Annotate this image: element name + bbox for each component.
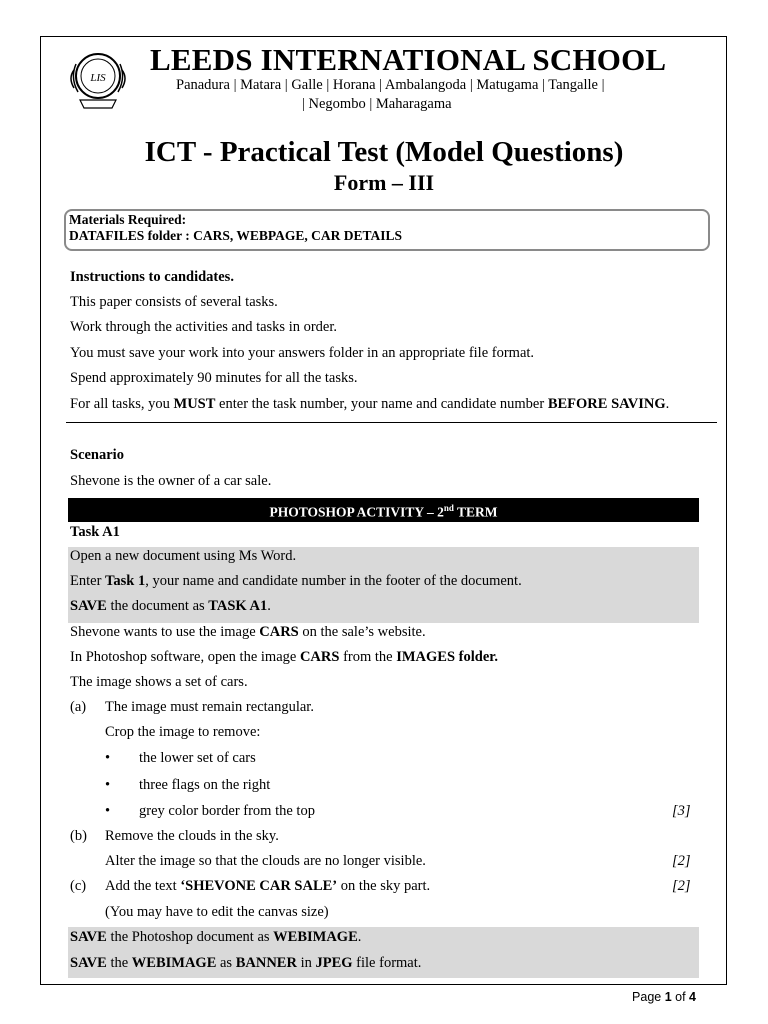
part-b-alter: Alter the image so that the clouds are no longer visible. [105,853,426,869]
part-b-mark: [2] [672,853,691,869]
school-name: LEEDS INTERNATIONAL SCHOOL [150,42,667,77]
part-b-label: (b) [70,828,87,844]
page-subtitle: Form – III [333,170,435,195]
instruction-line: Work through the activities and tasks in order. [70,319,338,335]
task-heading: Task A1 [70,524,120,540]
part-c-mark: [2] [672,878,691,894]
part-a-text: The image must remain rectangular. [105,699,314,715]
task-line-save-ps: SAVE the Photoshop document as WEBIMAGE. [70,929,362,945]
bullet-item: three flags on the right [139,777,271,793]
task-line-open-doc: Open a new document using Ms Word. [70,548,297,564]
task-line-enter: Enter Task 1, your name and candidate number in the footer of the document. [70,573,522,589]
instruction-line: Spend approximately 90 minutes for all the tasks. [70,370,358,386]
instruction-line-saving: For all tasks, you MUST enter the task number, your name and candidate number BEFORE SAVING. [70,396,670,412]
part-b-text: Remove the clouds in the sky. [105,828,279,844]
activity-banner-text: PHOTOSHOP ACTIVITY – 2nd TERM [269,503,498,520]
bullet-icon: • [105,803,111,819]
bullet-item: grey color border from the top [139,803,315,819]
instruction-line: This paper consists of several tasks. [70,294,278,310]
task-line-open-image: In Photoshop software, open the image CARS from the IMAGES folder. [70,649,498,665]
part-a-crop: Crop the image to remove: [105,724,261,740]
task-line-save-jpg: SAVE the WEBIMAGE as BANNER in JPEG file format. [70,955,422,971]
page-number: Page 1 of 4 [632,990,696,1004]
part-a-mark: [3] [672,803,691,819]
bullet-item: the lower set of cars [139,750,256,766]
svg-text:LIS: LIS [90,72,106,84]
materials-value: DATAFILES folder : CARS, WEBPAGE, CAR DETAILS [69,228,403,243]
part-c-text: Add the text ‘SHEVONE CAR SALE’ on the sky part. [105,878,431,894]
bullet-icon: • [105,750,111,766]
bullet-icon: • [105,777,111,793]
part-c-label: (c) [70,878,87,894]
materials-label: Materials Required: [69,212,187,227]
task-line-save-doc: SAVE the document as TASK A1. [70,598,271,614]
branches-line-2: | Negombo | Maharagama [302,96,452,112]
scenario-heading: Scenario [70,447,124,463]
task-line-shows: The image shows a set of cars. [70,674,248,690]
branches-line-1: Panadura | Matara | Galle | Horana | Ambalangoda | Matugama | Tangalle | [176,77,605,93]
task-line-wants: Shevone wants to use the image CARS on the sale’s website. [70,624,426,640]
instruction-line: You must save your work into your answers folder in an appropriate file format. [70,345,535,361]
part-a-label: (a) [70,699,87,715]
section-divider [66,422,717,423]
scenario-text: Shevone is the owner of a car sale. [70,473,272,489]
page-title: ICT - Practical Test (Model Questions) [144,136,624,168]
instructions-heading: Instructions to candidates. [70,269,234,285]
school-crest-logo [68,46,128,112]
part-c-note: (You may have to edit the canvas size) [105,904,329,920]
